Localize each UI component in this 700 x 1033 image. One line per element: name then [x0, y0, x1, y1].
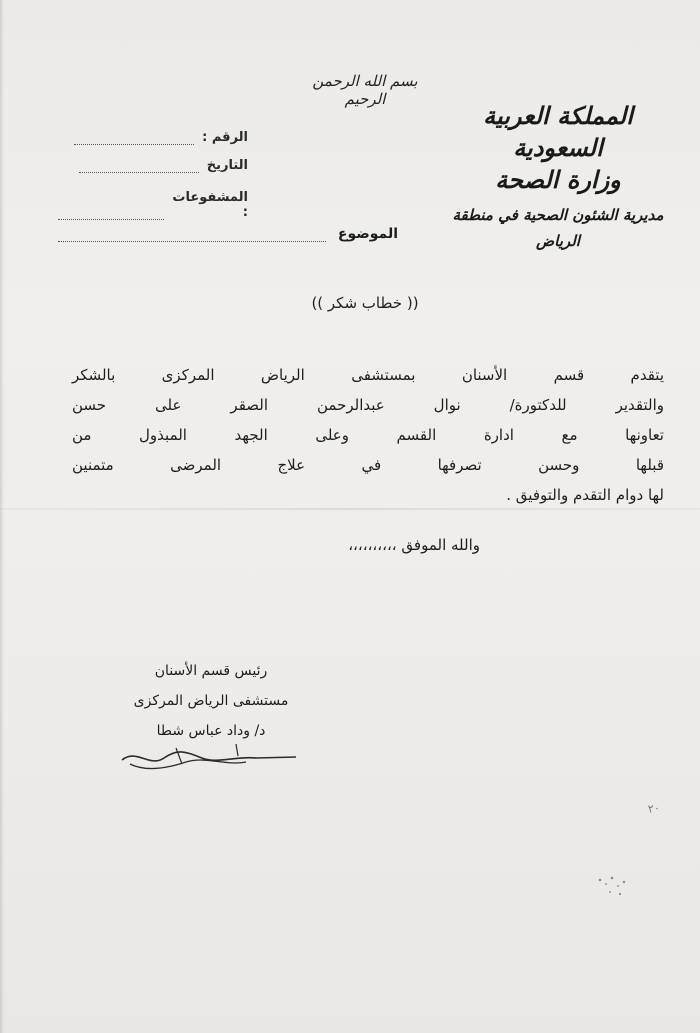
attachments-blank	[58, 209, 164, 220]
date-blank	[79, 162, 199, 173]
basmala-heading: بسم الله الرحمن الرحيم	[312, 72, 418, 108]
letter-title: (( خطاب شكر ))	[311, 294, 419, 312]
signature-block	[96, 656, 326, 746]
body-line: تعاونها مع ادارة القسم وعلى الجهد المبذول من	[72, 426, 664, 444]
attachments-label: المشفوعات :	[172, 190, 248, 220]
closing-phrase: والله الموفق ،،،،،،،،،،	[348, 536, 480, 554]
subject-field	[58, 226, 398, 242]
body-line: والتقدير للدكتورة/ نوال عبدالرحمن الصقر على حسن	[72, 396, 664, 414]
subject-blank	[58, 231, 326, 242]
letterhead	[438, 100, 678, 254]
handwritten-signature	[116, 738, 306, 778]
number-blank	[74, 134, 194, 145]
attachments-field	[58, 190, 248, 220]
date-field	[58, 158, 248, 173]
signatory-hospital: مستشفى الرياض المركزى	[133, 693, 289, 709]
letter-body	[72, 360, 664, 510]
signatory-name: د/ وداد عباس شطا	[156, 723, 266, 739]
margin-annotation: ٢٠	[647, 801, 661, 816]
subject-label: الموضوع	[337, 226, 398, 242]
body-line: قبلها وحسن تصرفها في علاج المرضى متمنين	[72, 456, 664, 474]
number-label: الرقم :	[202, 130, 248, 145]
letterhead-ministry: وزارة الصحة	[495, 165, 621, 194]
body-line: يتقدم قسم الأسنان بمستشفى الرياض المركزى بالشكر	[72, 366, 664, 384]
letterhead-country: المملكة العربية السعودية	[483, 101, 633, 162]
body-line: لها دوام التقدم والتوفيق .	[506, 486, 664, 504]
date-label: التاريخ	[206, 158, 248, 173]
letterhead-directorate: مديرية الشئون الصحية في منطقة الرياض	[452, 206, 664, 250]
page-edge-shadow	[0, 0, 4, 1033]
number-field	[58, 130, 248, 145]
ink-smudge	[590, 870, 634, 900]
signatory-position: رئيس قسم الأسنان	[154, 663, 268, 679]
